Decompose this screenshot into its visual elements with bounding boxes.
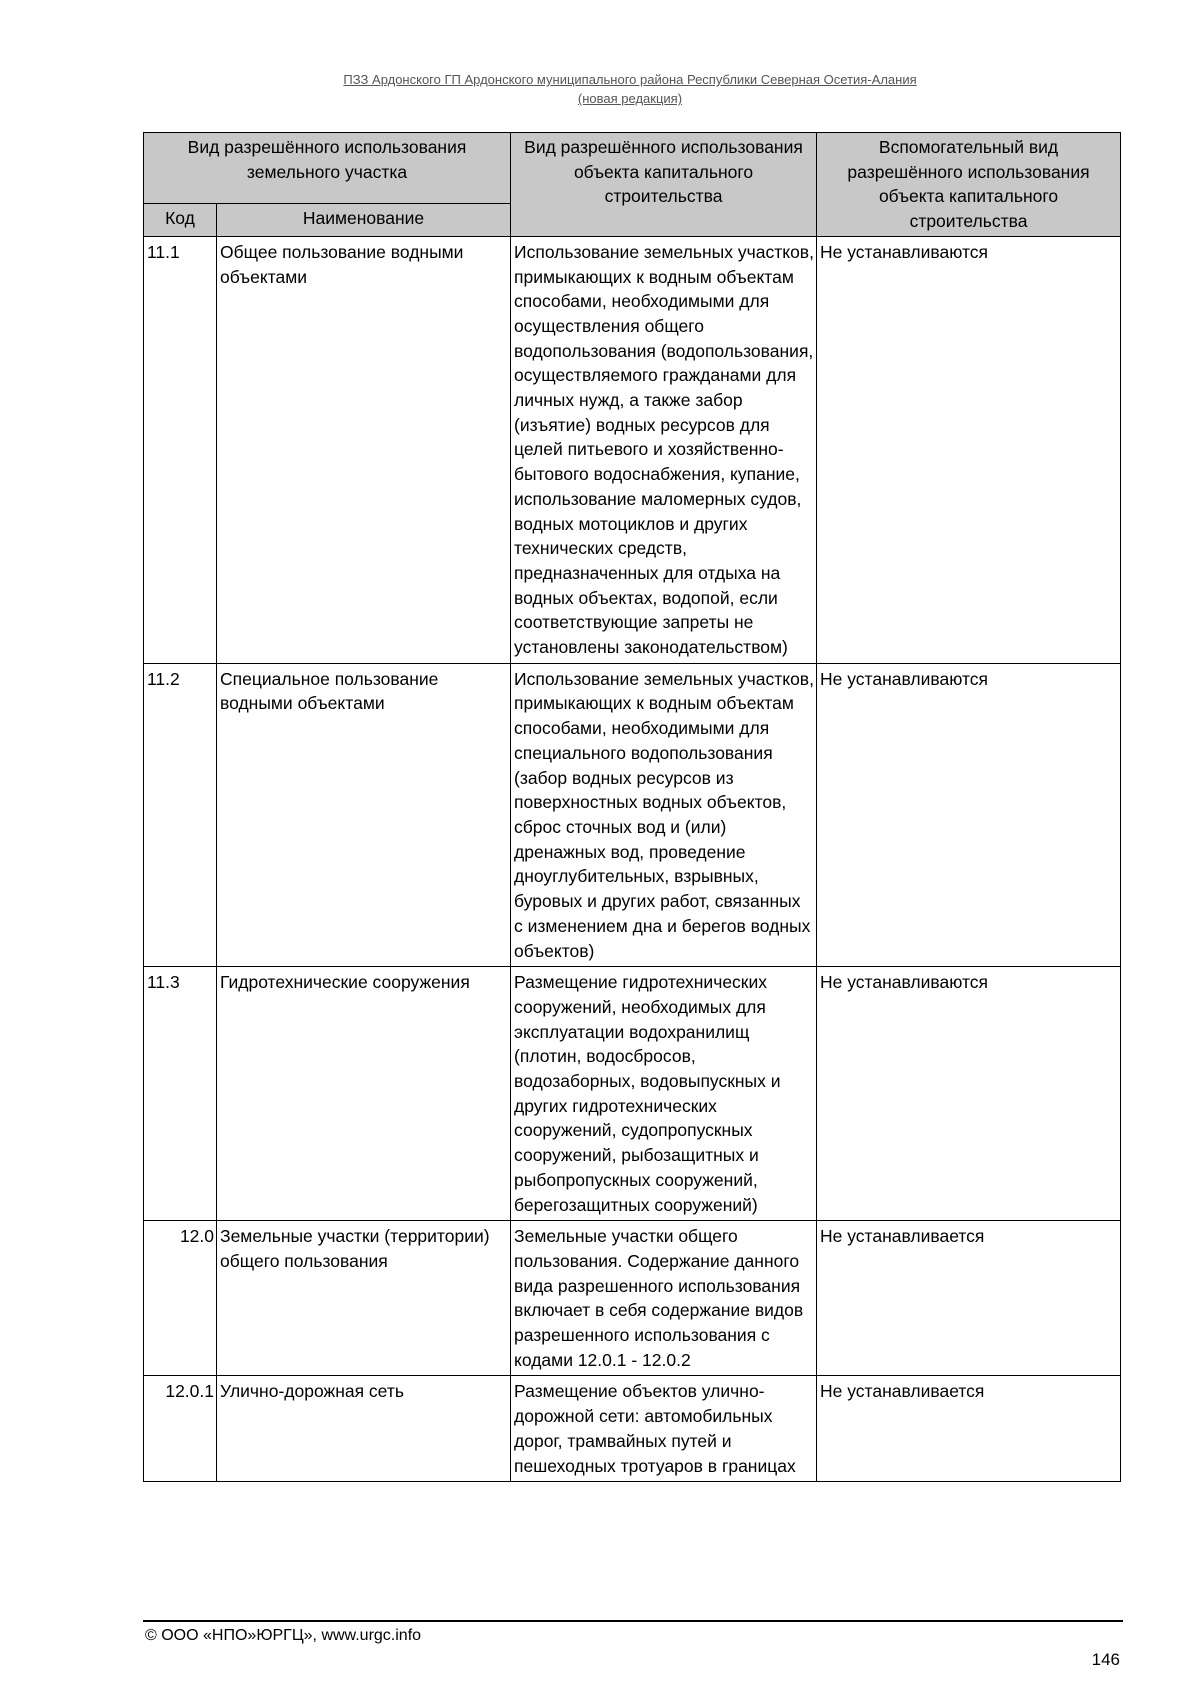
header-name: Наименование (217, 204, 511, 237)
cell-capital: Размещение объектов улично-дорожной сети: автомобильных дорог, трамвайных путей и пешеходных тротуаров в границах (511, 1376, 817, 1482)
footer-copyright: © ООО «НПО»ЮРГЦ», www.urgc.info (145, 1627, 422, 1644)
cell-code: 11.2 (144, 663, 217, 966)
table-row (144, 1376, 1121, 1482)
footer-divider (143, 1620, 1123, 1622)
header-line-2: (новая редакция) (577, 91, 683, 106)
cell-capital: Земельные участки общего пользования. Содержание данного вида разрешенного использования включает в себя содержание видов разрешенного использования с кодами 12.0.1 - 12.0.2 (511, 1221, 817, 1376)
cell-code: 12.0.1 (144, 1376, 217, 1482)
cell-aux: Не устанавливаются (817, 967, 1121, 1221)
header-auxiliary-use: Вспомогательный вид разрешённого использования объекта капитального строительства (817, 133, 1121, 237)
cell-code: 11.1 (144, 236, 217, 663)
table-row (144, 1221, 1121, 1376)
cell-name: Земельные участки (территории) общего пользования (217, 1221, 511, 1376)
land-use-table (143, 132, 1121, 1482)
table-row (144, 236, 1121, 663)
header-land-use: Вид разрешённого использования земельного участка (144, 133, 511, 204)
cell-code: 11.3 (144, 967, 217, 1221)
cell-capital: Использование земельных участков, примыкающих к водным объектам способами, необходимыми для осуществления общего водопользования (водопользования, осуществляемого гражданами для личных нужд, а также забор (изъятие) водных ресурсов для целей питьевого и хозяйственно-бытового водоснабжения, купание, использование маломерных судов, водных мотоциклов и других технических средств, предназначенных для отдыха на водных объектах, водопой, если соответствующие запреты не установлены законодательством) (511, 236, 817, 663)
table-row (144, 967, 1121, 1221)
table-row (144, 663, 1121, 966)
cell-aux: Не устанавливается (817, 1376, 1121, 1482)
header-line-1: ПЗЗ Ардонского ГП Ардонского муниципального района Республики Северная Осетия-Алания (343, 72, 917, 87)
cell-name: Общее пользование водными объектами (217, 236, 511, 663)
cell-name: Улично-дорожная сеть (217, 1376, 511, 1482)
cell-name: Гидротехнические сооружения (217, 967, 511, 1221)
cell-aux: Не устанавливаются (817, 663, 1121, 966)
cell-aux: Не устанавливается (817, 1221, 1121, 1376)
table-header-row (144, 133, 1121, 204)
cell-capital: Размещение гидротехнических сооружений, необходимых для эксплуатации водохранилищ (плотин, водосбросов, водозаборных, водовыпускных и других гидротехнических сооружений, судопропускных сооружений, рыбозащитных и рыбопропускных сооружений, берегозащитных сооружений) (511, 967, 817, 1221)
cell-name: Специальное пользование водными объектами (217, 663, 511, 966)
cell-capital: Использование земельных участков, примыкающих к водным объектам способами, необходимыми для специального водопользования (забор водных ресурсов из поверхностных водных объектов, сброс сточных вод и (или) дренажных вод, проведение дноуглубительных, взрывных, буровых и других работ, связанных с изменением дна и берегов водных объектов) (511, 663, 817, 966)
header-code: Код (144, 204, 217, 237)
cell-code: 12.0 (144, 1221, 217, 1376)
header-capital-use: Вид разрешённого использования объекта капитального строительства (511, 133, 817, 237)
document-header (140, 70, 1120, 108)
page-number: 146 (1091, 1650, 1120, 1669)
cell-aux: Не устанавливаются (817, 236, 1121, 663)
